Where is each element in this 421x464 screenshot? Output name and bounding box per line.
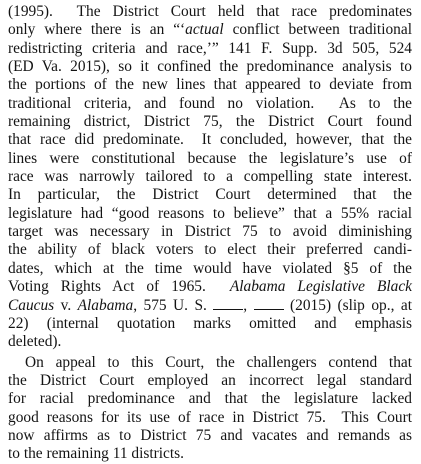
text-line bbox=[8, 260, 412, 278]
italic-run: actual bbox=[185, 21, 224, 39]
text-run: to the remaining 11 districts. bbox=[8, 445, 184, 463]
text-run: race was narrowly tailored to a compelling state interest. bbox=[8, 168, 412, 186]
text-run: that race did predominate. It concluded, however, that the bbox=[8, 131, 412, 149]
text-run: , 575 U. S. bbox=[133, 296, 214, 314]
opinion-page bbox=[8, 3, 412, 464]
text-run: now affirms as to District 75 and vacates and remands as bbox=[8, 426, 412, 444]
text-line bbox=[8, 150, 412, 168]
text-line bbox=[8, 168, 412, 186]
text-run: target was necessary in District 75 to avoid diminishing bbox=[8, 223, 412, 241]
italic-run: Caucus bbox=[8, 296, 55, 314]
text-run: the portions of the new lines that appeared to deviate from bbox=[8, 76, 412, 94]
text-run: (ED Va. 2015), so it confined the predominance analysis to bbox=[8, 58, 412, 76]
text-run: legislature had “good reasons to believe” that a 55% racial bbox=[8, 204, 412, 222]
text-run: redistricting criteria and race,’” 141 F. Supp. 3d 505, 524 bbox=[8, 39, 412, 57]
citation-page-blank bbox=[254, 298, 284, 310]
citation-page-blank bbox=[213, 298, 243, 310]
text-line bbox=[8, 241, 412, 259]
text-run: the District Court employed an incorrect legal standard bbox=[8, 371, 412, 389]
italic-run: Alabama bbox=[77, 296, 134, 314]
text-line bbox=[8, 113, 412, 131]
text-line bbox=[8, 95, 412, 113]
text-run: On appeal to this Court, the challengers contend that bbox=[25, 353, 412, 371]
text-run: for racial predominance and that the legislature lacked bbox=[8, 390, 412, 408]
text-run: 22) (internal quotation marks omitted and emphasis bbox=[8, 314, 412, 332]
text-line bbox=[8, 205, 412, 223]
text-run: traditional criteria, and found no violation. As to the bbox=[8, 94, 412, 112]
text-line bbox=[8, 278, 412, 296]
paragraph-appeal bbox=[8, 354, 412, 464]
text-run: the ability of black voters to elect their preferred candi- bbox=[8, 241, 412, 259]
text-line bbox=[8, 131, 412, 149]
text-line bbox=[8, 333, 412, 351]
text-run: deleted). bbox=[8, 333, 62, 351]
text-line bbox=[8, 76, 412, 94]
text-run: , bbox=[243, 296, 254, 314]
text-run: only where there is an “‘ bbox=[8, 21, 186, 39]
text-line bbox=[8, 372, 412, 390]
text-run: conflict between traditional bbox=[223, 21, 412, 39]
text-line bbox=[8, 390, 412, 408]
text-line bbox=[8, 186, 412, 204]
text-line bbox=[8, 40, 412, 58]
text-line bbox=[8, 223, 412, 241]
text-run: In particular, the District Court determined that the bbox=[8, 186, 412, 204]
text-line bbox=[8, 354, 412, 372]
text-line bbox=[8, 3, 412, 21]
text-line bbox=[8, 297, 412, 315]
text-line bbox=[8, 315, 412, 333]
text-run: good reasons for its use of race in District 75. This Court bbox=[8, 408, 412, 426]
text-run: v. bbox=[54, 296, 78, 314]
text-line bbox=[8, 427, 412, 445]
italic-run: Alabama Legislative Black bbox=[229, 278, 413, 296]
text-line bbox=[8, 445, 412, 463]
text-line bbox=[8, 58, 412, 76]
text-run: dates, which at the time would have violated §5 of the bbox=[8, 259, 412, 277]
text-line bbox=[8, 409, 412, 427]
text-run: (2015) (slip op., at bbox=[283, 296, 412, 314]
text-run: Voting Rights Act of 1965. bbox=[8, 278, 230, 296]
text-run: remaining district, District 75, the District Court found bbox=[8, 113, 412, 131]
text-run: (1995). The District Court held that race predominates bbox=[8, 3, 412, 20]
text-line bbox=[8, 21, 412, 39]
text-run: lines were constitutional because the legislature’s use of bbox=[8, 149, 412, 167]
paragraph-district-court-holding bbox=[8, 3, 412, 352]
